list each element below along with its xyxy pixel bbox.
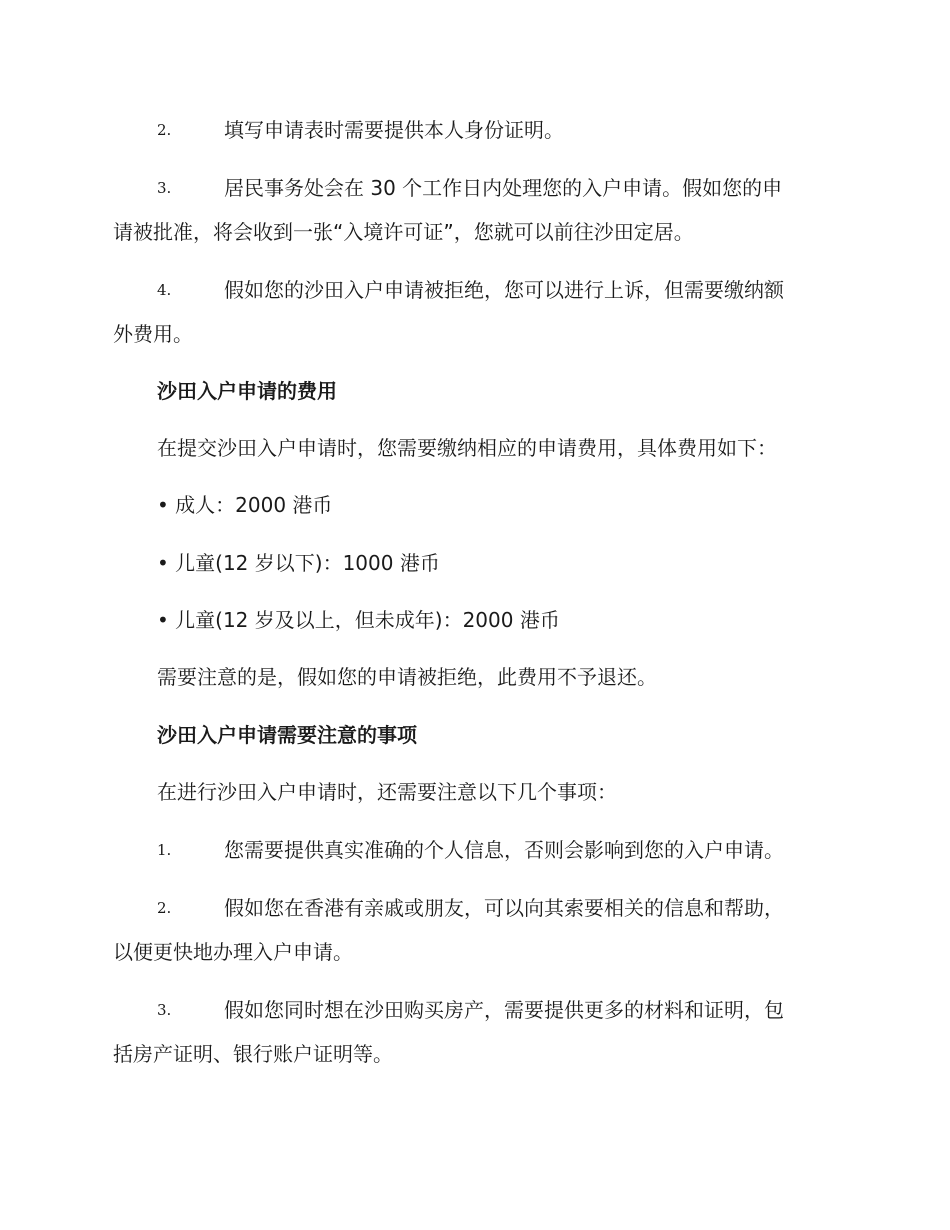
list-item-text: 假如您同时想在沙田购买房产，需要提供更多的材料和证明，包: [224, 998, 784, 1022]
list-number: 2.: [157, 899, 172, 917]
fees-intro: 在提交沙田入户申请时，您需要缴纳相应的申请费用，具体费用如下：: [157, 436, 777, 460]
list-number: 3.: [157, 1001, 172, 1019]
list-item-continuation: 外费用。: [113, 322, 193, 346]
fee-item: • 儿童(12 岁及以上，但未成年)：2000 港币: [157, 608, 560, 632]
list-item-continuation: 请被批准，将会收到一张“入境许可证”，您就可以前往沙田定居。: [113, 220, 694, 244]
list-item-continuation: 括房产证明、银行账户证明等。: [113, 1042, 393, 1066]
fee-item: • 儿童(12 岁以下)：1000 港币: [157, 551, 440, 575]
list-item-text: 填写申请表时需要提供本人身份证明。: [224, 118, 564, 142]
fees-note: 需要注意的是，假如您的申请被拒绝，此费用不予退还。: [157, 665, 657, 689]
list-number: 1.: [157, 841, 172, 859]
list-number: 4.: [157, 281, 172, 299]
list-number: 3.: [157, 179, 172, 197]
section-heading-fees: 沙田入户申请的费用: [157, 379, 337, 403]
notes-intro: 在进行沙田入户申请时，还需要注意以下几个事项：: [157, 780, 617, 804]
list-item-text: 居民事务处会在 30 个工作日内处理您的入户申请。假如您的申: [224, 176, 783, 200]
fee-item: • 成人：2000 港币: [157, 493, 333, 517]
list-item-continuation: 以便更快地办理入户申请。: [113, 940, 353, 964]
list-item-text: 您需要提供真实准确的个人信息，否则会影响到您的入户申请。: [224, 838, 784, 862]
list-item-text: 假如您的沙田入户申请被拒绝，您可以进行上诉，但需要缴纳额: [224, 278, 784, 302]
list-item-text: 假如您在香港有亲戚或朋友，可以向其索要相关的信息和帮助，: [224, 896, 784, 920]
list-number: 2.: [157, 121, 172, 139]
section-heading-notes: 沙田入户申请需要注意的事项: [157, 723, 417, 747]
